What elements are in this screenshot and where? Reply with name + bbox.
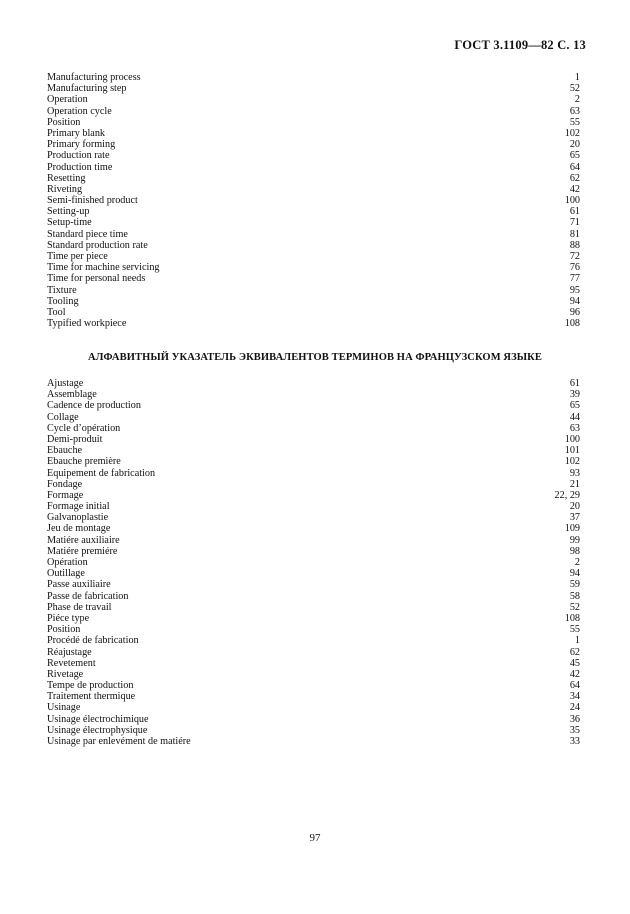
index-page-number: 45 <box>569 657 580 669</box>
index-page-number: 52 <box>569 601 580 613</box>
index-page-number: 77 <box>569 273 580 285</box>
index-page-number: 44 <box>569 411 580 423</box>
index-page-number: 36 <box>569 713 580 725</box>
index-entry <box>47 468 580 479</box>
index-term: Cadence de production <box>47 400 141 412</box>
index-entry <box>47 400 580 411</box>
index-term: Passe auxiliaire <box>47 579 111 591</box>
index-term: Time per piece <box>47 251 108 262</box>
index-page-number: 63 <box>569 422 580 434</box>
index-entry <box>47 512 580 523</box>
index-page-number: 109 <box>564 523 580 535</box>
index-term: Assemblage <box>47 389 97 401</box>
index-term: Rivetage <box>47 668 84 680</box>
index-page-number: 20 <box>569 139 580 151</box>
index-entry <box>47 389 580 400</box>
index-entry <box>47 579 580 590</box>
index-term: Usinage électrochimique <box>47 713 149 725</box>
index-term: Tixture <box>47 284 77 296</box>
english-index-list <box>47 72 580 329</box>
index-term: Formage <box>47 489 84 501</box>
index-page-number: 61 <box>569 206 580 218</box>
index-entry <box>47 479 580 490</box>
index-entry <box>47 591 580 602</box>
index-page-number: 61 <box>569 378 580 389</box>
index-entry <box>47 658 580 669</box>
index-page-number: 42 <box>569 183 580 195</box>
index-term: Standard piece time <box>47 228 128 240</box>
index-page-number: 88 <box>569 239 580 251</box>
index-term: Primary forming <box>47 139 116 151</box>
index-entry <box>47 106 580 117</box>
index-page-number: 1 <box>574 72 580 83</box>
index-term: Ajustage <box>47 378 84 389</box>
index-entry <box>47 128 580 139</box>
index-entry <box>47 635 580 646</box>
index-entry <box>47 285 580 296</box>
index-entry <box>47 501 580 512</box>
index-page-number: 98 <box>569 545 580 557</box>
index-page-number: 94 <box>569 568 580 580</box>
index-entry <box>47 378 580 389</box>
index-term: Manufacturing process <box>47 72 141 83</box>
index-page-number: 81 <box>569 228 580 240</box>
index-entry <box>47 318 580 329</box>
index-entry <box>47 568 580 579</box>
index-entry <box>47 445 580 456</box>
index-page-number: 63 <box>569 105 580 117</box>
index-term: Piéce type <box>47 612 90 624</box>
index-term: Outillage <box>47 568 85 580</box>
index-page-number: 65 <box>569 150 580 162</box>
index-term: Position <box>47 116 81 128</box>
index-page-number: 62 <box>569 646 580 658</box>
index-entry <box>47 217 580 228</box>
index-term: Usinage par enlevément de matiére <box>47 736 191 747</box>
index-entry <box>47 206 580 217</box>
index-term: Traitement thermique <box>47 691 136 703</box>
index-page-number: 64 <box>569 161 580 173</box>
index-term: Réajustage <box>47 646 92 658</box>
index-page-number: 42 <box>569 668 580 680</box>
index-term: Production time <box>47 161 113 173</box>
page-number: 97 <box>309 832 321 844</box>
index-entry <box>47 546 580 557</box>
index-term: Revetement <box>47 657 96 669</box>
index-page-number: 37 <box>569 512 580 524</box>
index-entry <box>47 702 580 713</box>
index-term: Phase de travail <box>47 601 112 613</box>
index-page-number: 22, 29 <box>554 489 580 501</box>
index-term: Usinage électrophysique <box>47 724 148 736</box>
index-term: Resetting <box>47 172 86 184</box>
index-term: Passe de fabrication <box>47 590 129 602</box>
index-entry <box>47 83 580 94</box>
index-entry <box>47 412 580 423</box>
index-term: Tool <box>47 306 66 318</box>
page-header: ГОСТ 3.1109—82 С. 13 <box>454 38 586 52</box>
index-page-number: 93 <box>569 467 580 479</box>
index-term: Matiére premiére <box>47 545 118 557</box>
index-entry <box>47 173 580 184</box>
index-entry <box>47 184 580 195</box>
index-page-number: 72 <box>569 251 580 262</box>
index-entry <box>47 456 580 467</box>
index-term: Procédé de fabrication <box>47 635 139 647</box>
index-entry <box>47 240 580 251</box>
index-page-number: 20 <box>569 501 580 513</box>
index-entry <box>47 680 580 691</box>
index-entry <box>47 725 580 736</box>
index-page-number: 35 <box>569 724 580 736</box>
index-term: Typified workpiece <box>47 318 127 330</box>
index-page-number: 64 <box>569 680 580 692</box>
index-page-number: 2 <box>574 94 580 106</box>
index-term: Operation cycle <box>47 105 112 117</box>
index-entry <box>47 307 580 318</box>
index-entry <box>47 229 580 240</box>
index-entry <box>47 195 580 206</box>
index-term: Jeu de montage <box>47 523 111 535</box>
index-entry <box>47 296 580 307</box>
index-term: Position <box>47 624 81 636</box>
index-term: Matiére auxiliaire <box>47 534 120 546</box>
index-term: Time for machine servicing <box>47 262 160 274</box>
index-term: Production rate <box>47 150 110 162</box>
index-page-number: 95 <box>569 284 580 296</box>
index-term: Ebauche première <box>47 456 121 468</box>
index-entry <box>47 262 580 273</box>
index-page-number: 59 <box>569 579 580 591</box>
index-page-number: 33 <box>569 736 580 747</box>
index-term: Usinage <box>47 702 81 714</box>
index-page-number: 96 <box>569 306 580 318</box>
index-entry <box>47 423 580 434</box>
index-entry <box>47 72 580 83</box>
index-entry <box>47 94 580 105</box>
index-term: Demi-produit <box>47 433 103 445</box>
index-page-number: 62 <box>569 172 580 184</box>
index-entry <box>47 150 580 161</box>
index-entry <box>47 273 580 284</box>
index-page-number: 55 <box>569 116 580 128</box>
index-page-number: 102 <box>564 127 580 139</box>
index-term: Formage initial <box>47 501 110 513</box>
index-page-number: 2 <box>574 557 580 568</box>
index-entry <box>47 490 580 501</box>
index-term: Primary blank <box>47 127 106 139</box>
index-page-number: 39 <box>569 389 580 401</box>
french-index-list <box>47 378 580 747</box>
index-page-number: 24 <box>569 702 580 714</box>
index-term: Galvanoplastie <box>47 512 109 524</box>
index-term: Manufacturing step <box>47 83 127 95</box>
index-page-number: 100 <box>564 195 580 207</box>
index-page-number: 108 <box>564 612 580 624</box>
index-entry <box>47 714 580 725</box>
index-page-number: 58 <box>569 590 580 602</box>
index-term: Riveting <box>47 183 83 195</box>
index-entry <box>47 162 580 173</box>
index-term: Tooling <box>47 295 79 307</box>
index-entry <box>47 736 580 747</box>
index-entry <box>47 691 580 702</box>
index-entry <box>47 139 580 150</box>
index-term: Setting-up <box>47 206 90 218</box>
index-page-number: 52 <box>569 83 580 95</box>
index-entry <box>47 523 580 534</box>
index-term: Fondage <box>47 478 83 490</box>
index-term: Time for personal needs <box>47 273 146 285</box>
index-entry <box>47 434 580 445</box>
index-entry <box>47 624 580 635</box>
index-term: Collage <box>47 411 79 423</box>
french-index-title: АЛФАВИТНЫЙ УКАЗАТЕЛЬ ЭКВИВАЛЕНТОВ ТЕРМИНОВ НА ФРАНЦУЗСКОМ ЯЗЫКЕ <box>88 352 542 363</box>
index-entry <box>47 602 580 613</box>
index-entry <box>47 557 580 568</box>
index-entry <box>47 669 580 680</box>
index-term: Semi-finished product <box>47 195 138 207</box>
index-term: Equipement de fabrication <box>47 467 156 479</box>
index-term: Ebauche <box>47 445 83 457</box>
index-page-number: 102 <box>564 456 580 468</box>
index-entry <box>47 251 580 262</box>
index-term: Opération <box>47 557 88 568</box>
index-page-number: 21 <box>569 478 580 490</box>
index-entry <box>47 535 580 546</box>
index-page-number: 65 <box>569 400 580 412</box>
index-page-number: 101 <box>564 445 580 457</box>
index-page-number: 34 <box>569 691 580 703</box>
index-page-number: 99 <box>569 534 580 546</box>
index-term: Standard production rate <box>47 239 148 251</box>
index-page-number: 76 <box>569 262 580 274</box>
index-page-number: 55 <box>569 624 580 636</box>
index-page-number: 1 <box>574 635 580 647</box>
index-entry <box>47 647 580 658</box>
index-term: Setup-time <box>47 217 92 229</box>
index-page-number: 108 <box>564 318 580 330</box>
index-term: Cycle d’opération <box>47 422 121 434</box>
index-page-number: 94 <box>569 295 580 307</box>
index-term: Operation <box>47 94 88 106</box>
index-term: Tempe de production <box>47 680 134 692</box>
index-entry <box>47 117 580 128</box>
index-page-number: 100 <box>564 433 580 445</box>
index-entry <box>47 613 580 624</box>
index-page-number: 71 <box>569 217 580 229</box>
